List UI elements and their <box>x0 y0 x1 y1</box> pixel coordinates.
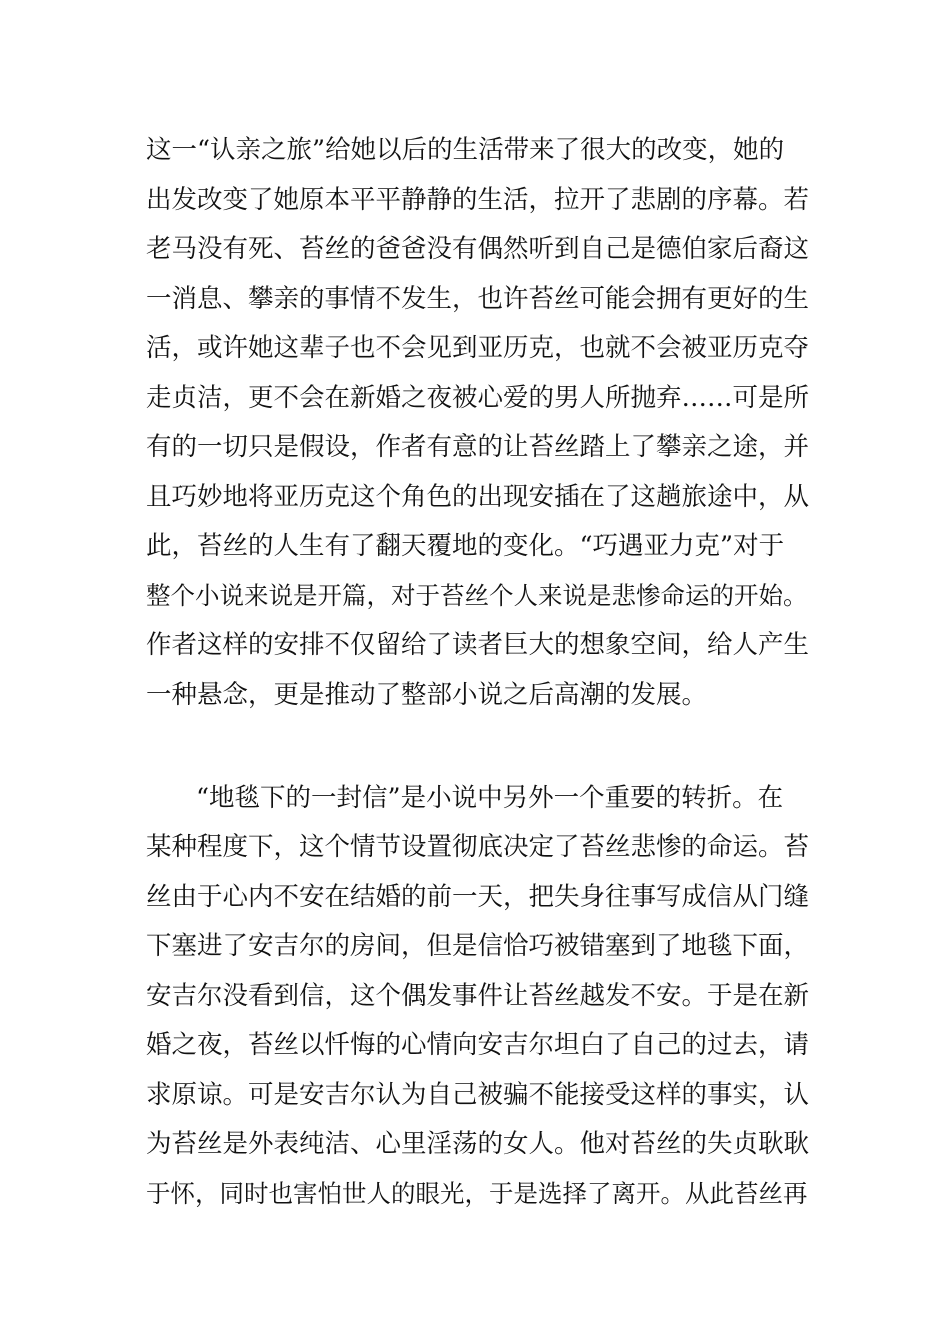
text-line: “地毯下的一封信”是小说中另外一个重要的转折。在 <box>196 783 784 813</box>
text-line: 求原谅。可是安吉尔认为自己被骗不能接受这样的事实，认 <box>146 1080 810 1110</box>
text-line: 为苔丝是外表纯洁、心里淫荡的女人。他对苔丝的失贞耿耿 <box>146 1129 810 1159</box>
text-line: 于怀，同时也害怕世人的眼光，于是选择了离开。从此苔丝再 <box>146 1179 808 1208</box>
text-line: 活，或许她这辈子也不会见到亚历克，也就不会被亚历克夺 <box>146 333 810 363</box>
text-line: 某种程度下，这个情节设置彻底决定了苔丝悲惨的命运。苔 <box>146 832 810 862</box>
text-line: 下塞进了安吉尔的房间，但是信恰巧被错塞到了地毯下面， <box>146 931 810 961</box>
text-line: 作者这样的安排不仅留给了读者巨大的想象空间，给人产生 <box>146 630 810 660</box>
text-line: 一消息、攀亲的事情不发生，也许苔丝可能会拥有更好的生 <box>146 284 810 314</box>
text-line: 丝由于心内不安在结婚的前一天，把失身往事写成信从门缝 <box>146 882 810 912</box>
text-line: 婚之夜，苔丝以忏悔的心情向安吉尔坦白了自己的过去，请 <box>146 1030 810 1060</box>
text-line: 这一“认亲之旅”给她以后的生活带来了很大的改变，她的 <box>146 135 785 165</box>
text-line: 走贞洁，更不会在新婚之夜被心爱的男人所抛弃……可是所 <box>146 383 810 413</box>
text-line: 此，苔丝的人生有了翻天覆地的变化。“巧遇亚力克”对于 <box>146 531 785 561</box>
text-line: 老马没有死、苔丝的爸爸没有偶然听到自己是德伯家后裔这 <box>146 234 810 264</box>
text-line: 整个小说来说是开篇，对于苔丝个人来说是悲惨命运的开始。 <box>146 581 808 610</box>
text-line: 且巧妙地将亚历克这个角色的出现安插在了这趟旅途中，从 <box>146 482 810 512</box>
text-line: 安吉尔没看到信，这个偶发事件让苔丝越发不安。于是在新 <box>146 981 810 1011</box>
text-line: 有的一切只是假设，作者有意的让苔丝踏上了攀亲之途，并 <box>146 432 810 462</box>
text-line: 出发改变了她原本平平静静的生活，拉开了悲剧的序幕。若 <box>146 185 810 215</box>
text-line: 一种悬念，更是推动了整部小说之后高潮的发展。 <box>146 680 708 710</box>
